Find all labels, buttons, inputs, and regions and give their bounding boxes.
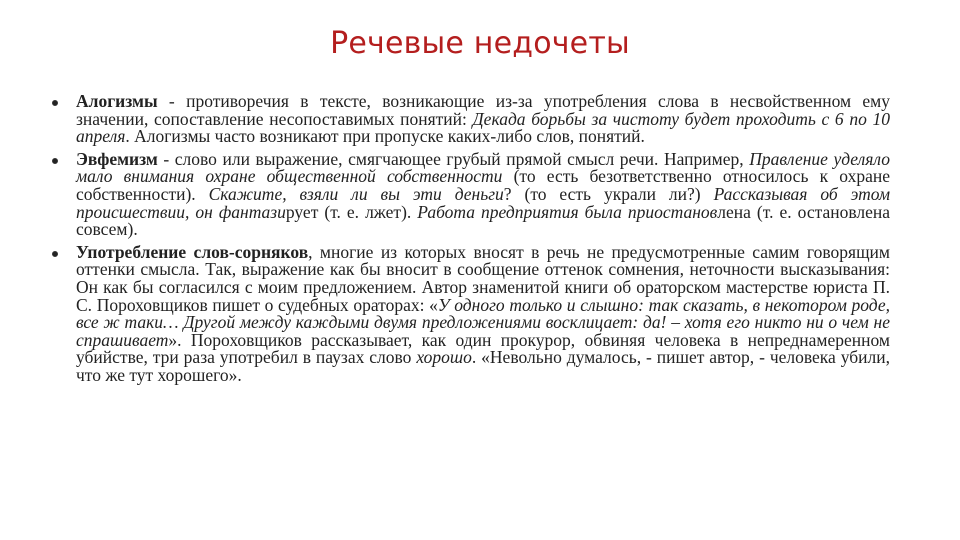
item-text: ? (то есть украли ли?)	[503, 183, 714, 204]
bullet-icon	[52, 100, 58, 106]
bullet-list	[52, 93, 890, 390]
example-text: Декада борьбы за чистоту будет проходить с 6 по 10 апреля	[76, 108, 890, 147]
example-text: У одного только и слышно: так сказать, в некотором роде, все ж таки… Другой между каждыми двумя предложениями восклицает: да! – хотя его никто ни о чем не спрашивает	[76, 294, 890, 350]
bullet-item-filler-words	[52, 241, 891, 385]
item-text: . «Невольно думалось, - пишет автор, - человека убили, что же тут хорошего».	[76, 347, 890, 385]
slide-title: Речевые недочеты	[330, 26, 630, 61]
item-text: - противоречия в тексте, возникающие из-за употребления слова в несвойственном ему значении, сопоставление несопоставимых понятий:	[76, 91, 890, 129]
item-text: (то есть безответственно относилось к охране собственности).	[76, 166, 890, 204]
example-text: Правление уделяло мало внимания охране общественной собственности	[76, 148, 890, 187]
term-euphemism: Эвфемизм	[76, 148, 158, 169]
item-text: ». Пороховщиков рассказывает, как один прокурор, обвиняя человека в непреднамеренном убийстве, три раза употребил в паузах слово	[76, 329, 890, 368]
term-alogisms: Алогизмы	[76, 91, 158, 111]
example-text: Работа предприятия была приостанов	[417, 201, 718, 222]
item-text: , многие из которых вносят в речь не предусмотренные самим говорящим оттенки смысла. Так, выражение как бы вносит в сообщение оттенок сомнения, неточности высказывания: Он как бы согласился с моим предложением. Автор знаменитой книги об ораторском мастерстве юриста П. С. Пороховщиков пишет о судебных ораторах: «	[76, 241, 891, 315]
bullet-icon	[52, 158, 58, 164]
item-text: . Алогизмы часто возникают при пропуске каких-либо слов, понятий.	[125, 126, 645, 147]
item-text: лена (т. е. остановлена совсем).	[76, 201, 890, 240]
item-text: - слово или выражение, смягчающее грубый прямой смысл речи. Например,	[157, 148, 750, 169]
bullet-item-euphemism	[52, 148, 891, 240]
example-text: хорошо	[416, 347, 472, 368]
bullet-item-alogisms	[52, 93, 890, 146]
example-text: Скажите, взяли ли вы эти деньги	[208, 183, 504, 204]
term-filler-words: Употребление слов-сорняков	[76, 241, 309, 262]
bullet-icon	[52, 251, 58, 257]
example-text: Рассказывая об этом происшествии, он фантази	[76, 183, 891, 222]
item-text: рует (т. е. лжет).	[285, 201, 418, 222]
